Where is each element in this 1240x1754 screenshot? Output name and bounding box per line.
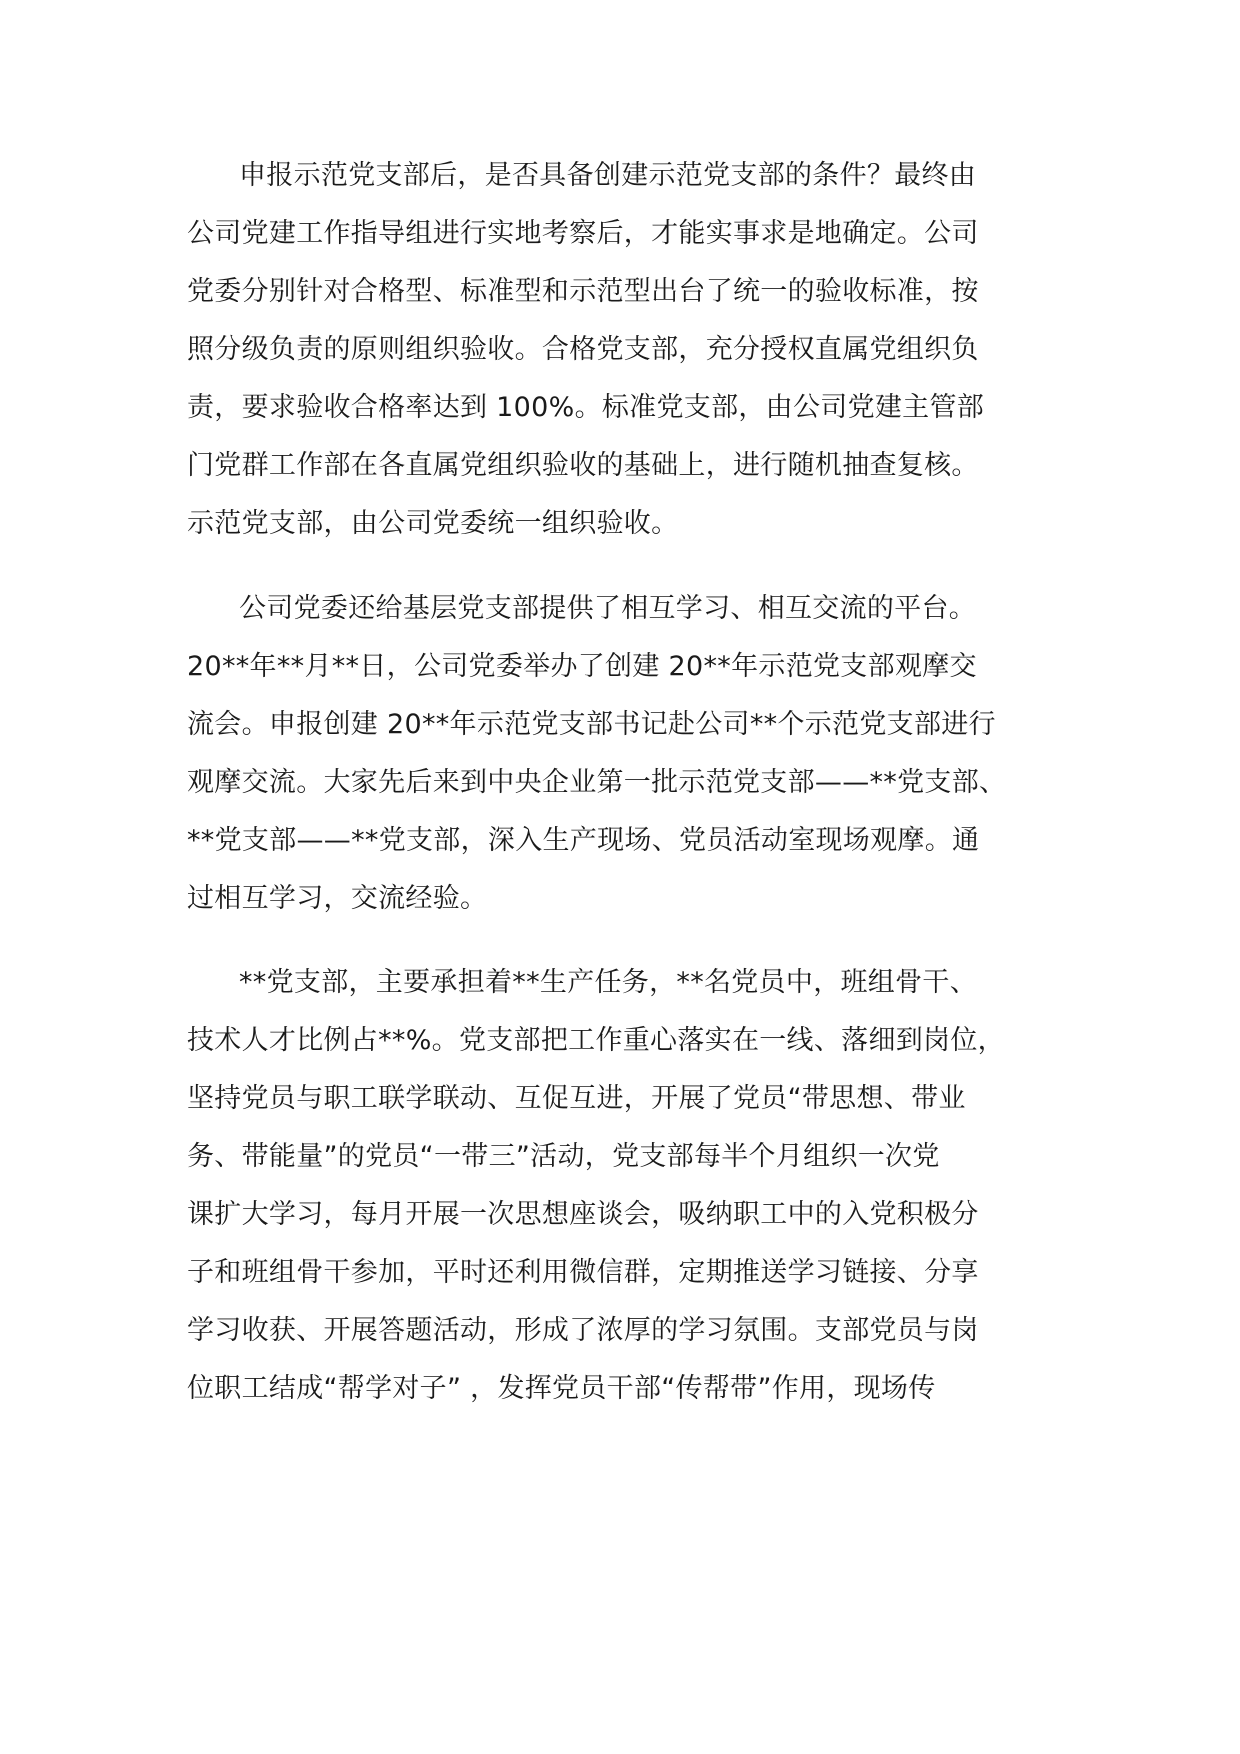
paragraph-1-line-3: 党委分别针对合格型、标准型和示范型出台了统一的验收标准，按 bbox=[187, 276, 979, 307]
paragraph-2-line-4: 观摩交流。大家先后来到中央企业第一批示范党支部——**党支部、 bbox=[187, 767, 1007, 798]
paragraph-3-line-6: 子和班组骨干参加，平时还利用微信群，定期推送学习链接、分享 bbox=[187, 1257, 979, 1288]
paragraph-2-line-1: 公司党委还给基层党支部提供了相互学习、相互交流的平台。 bbox=[239, 593, 977, 624]
paragraph-1-line-6: 门党群工作部在各直属党组织验收的基础上，进行随机抽查复核。 bbox=[187, 450, 979, 481]
paragraph-3-line-4: 务、带能量”的党员“一带三”活动，党支部每半个月组织一次党 bbox=[187, 1141, 940, 1172]
paragraph-3-line-8: 位职工结成“帮学对子” ，发挥党员干部“传帮带”作用，现场传 bbox=[187, 1373, 936, 1404]
paragraph-1-line-7: 示范党支部，由公司党委统一组织验收。 bbox=[187, 508, 679, 539]
paragraph-3-line-7: 学习收获、开展答题活动，形成了浓厚的学习氛围。支部党员与岗 bbox=[187, 1315, 979, 1346]
paragraph-2-line-2: 20**年**月**日，公司党委举办了创建 20**年示范党支部观摩交 bbox=[187, 651, 977, 682]
paragraph-1-line-2: 公司党建工作指导组进行实地考察后，才能实事求是地确定。公司 bbox=[187, 218, 979, 249]
paragraph-3-line-1: **党支部，主要承担着**生产任务，**名党员中，班组骨干、 bbox=[239, 967, 977, 998]
paragraph-1-line-5: 责，要求验收合格率达到 100%。标准党支部，由公司党建主管部 bbox=[187, 392, 985, 423]
paragraph-2-line-6: 过相互学习，交流经验。 bbox=[187, 883, 488, 914]
paragraph-2-line-5: **党支部——**党支部，深入生产现场、党员活动室现场观摩。通 bbox=[187, 825, 980, 856]
paragraph-3-line-3: 坚持党员与职工联学联动、互促互进，开展了党员“带思想、带业 bbox=[187, 1083, 966, 1114]
paragraph-1-line-4: 照分级负责的原则组织验收。合格党支部，充分授权直属党组织负 bbox=[187, 334, 979, 365]
paragraph-1-line-1: 申报示范党支部后，是否具备创建示范党支部的条件？最终由 bbox=[239, 160, 977, 191]
paragraph-2-line-3: 流会。申报创建 20**年示范党支部书记赴公司**个示范党支部进行 bbox=[187, 709, 996, 740]
paragraph-3-line-5: 课扩大学习，每月开展一次思想座谈会，吸纳职工中的入党积极分 bbox=[187, 1199, 979, 1230]
paragraph-3-line-2: 技术人才比例占**%。党支部把工作重心落实在一线、落细到岗位， bbox=[187, 1025, 1005, 1056]
